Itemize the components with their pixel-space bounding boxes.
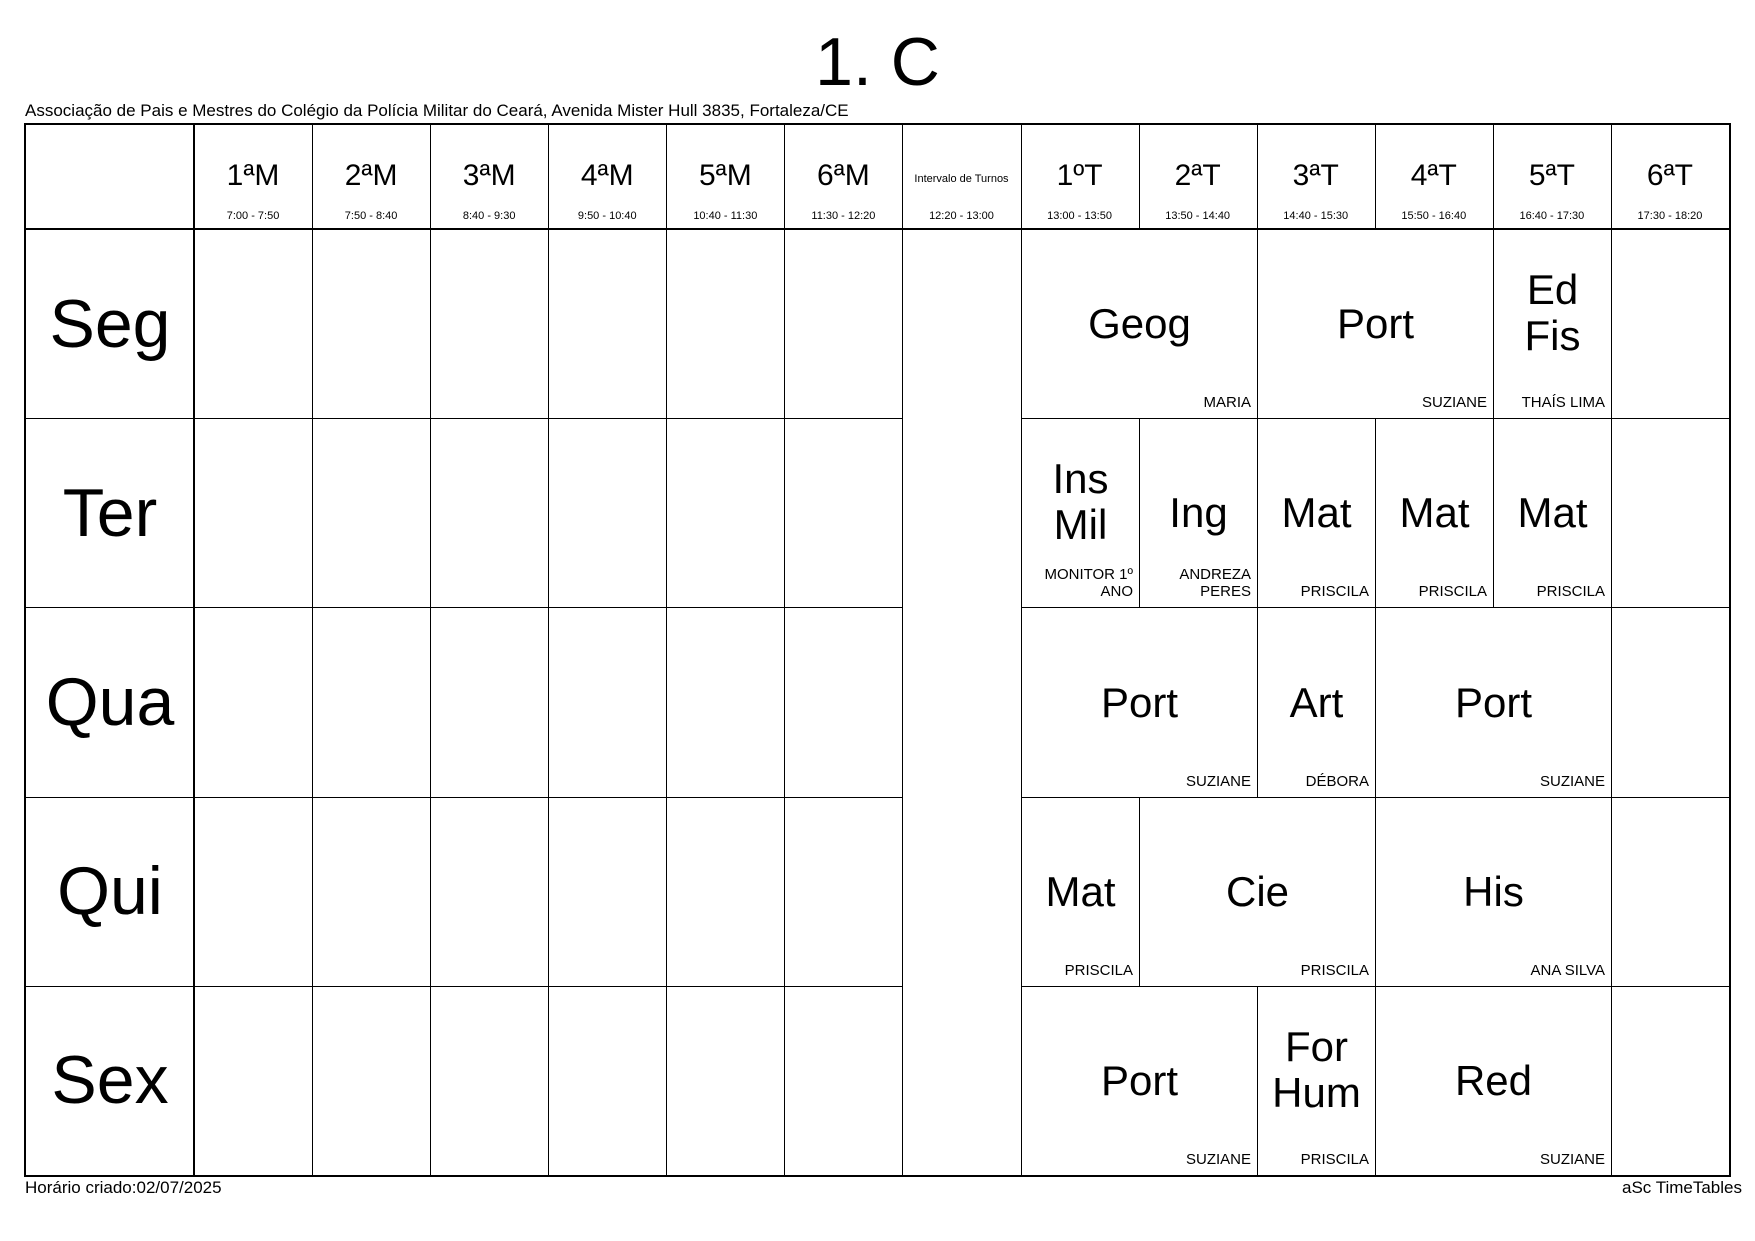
lesson-teacher: SUZIANE bbox=[1539, 773, 1605, 790]
lesson-card[interactable] bbox=[1376, 798, 1611, 986]
lesson-card[interactable] bbox=[1376, 419, 1493, 607]
grid-line bbox=[548, 125, 549, 1175]
period-name: 6ªT bbox=[1646, 159, 1694, 192]
lesson-teacher: MONITOR 1º ANO bbox=[1044, 566, 1133, 600]
period-header bbox=[1375, 125, 1493, 229]
lesson-teacher: PRISCILA bbox=[1064, 962, 1133, 979]
period-header bbox=[1493, 125, 1611, 229]
lesson-card[interactable] bbox=[1022, 608, 1257, 797]
lesson-teacher: PRISCILA bbox=[1418, 583, 1487, 600]
period-header bbox=[194, 125, 312, 229]
grid-line bbox=[430, 125, 431, 1175]
school-info: Associação de Pais e Mestres do Colégio da Polícia Militar do Ceará, Avenida Mister Hull 3835, Fortaleza/CE bbox=[25, 101, 849, 120]
period-header bbox=[1139, 125, 1257, 229]
period-name: 1ºT bbox=[1056, 159, 1103, 192]
grid-line bbox=[26, 797, 902, 798]
lesson-teacher: PRISCILA bbox=[1300, 583, 1369, 600]
day-cell bbox=[26, 607, 194, 796]
period-name: 4ªT bbox=[1410, 159, 1457, 192]
period-name: 5ªM bbox=[698, 159, 752, 192]
lesson-subject: Mat bbox=[1045, 868, 1116, 915]
day-label: Ter bbox=[62, 474, 158, 551]
created-date: Horário criado:02/07/2025 bbox=[25, 1178, 222, 1197]
period-time: 10:40 - 11:30 bbox=[693, 210, 758, 222]
lesson-card[interactable] bbox=[1376, 608, 1611, 797]
period-name: 1ªM bbox=[226, 159, 280, 192]
grid-line bbox=[26, 986, 902, 987]
grid-line bbox=[312, 125, 313, 1175]
lesson-subject: Art bbox=[1289, 678, 1344, 726]
lesson-card[interactable] bbox=[1140, 798, 1375, 986]
day-label: Sex bbox=[51, 1042, 169, 1119]
grid-line bbox=[784, 125, 785, 1175]
lesson-card[interactable] bbox=[1022, 419, 1139, 607]
period-name: 3ªM bbox=[462, 159, 516, 192]
grid-line bbox=[902, 125, 903, 1175]
lesson-card[interactable] bbox=[1494, 230, 1611, 418]
lesson-subject: Ed Fis bbox=[1524, 265, 1581, 359]
period-name: 5ªT bbox=[1528, 159, 1575, 192]
grid-line bbox=[193, 125, 195, 1175]
lesson-subject: Port bbox=[1336, 300, 1415, 347]
lesson-teacher: SUZIANE bbox=[1185, 773, 1251, 790]
software-credit: aSc TimeTables bbox=[1622, 1178, 1742, 1197]
lesson-card[interactable] bbox=[1258, 419, 1375, 607]
lesson-subject: Port bbox=[1100, 1057, 1179, 1104]
period-header bbox=[1257, 125, 1375, 229]
period-header bbox=[1611, 125, 1729, 229]
period-time: 8:40 - 9:30 bbox=[462, 210, 516, 222]
lesson-card[interactable] bbox=[1022, 798, 1139, 986]
page-title: 1. C bbox=[815, 24, 940, 100]
lesson-subject: Ing bbox=[1169, 489, 1228, 536]
period-name: 2ªM bbox=[344, 159, 398, 192]
grid-line bbox=[666, 125, 667, 1175]
lesson-subject: For Hum bbox=[1272, 1022, 1361, 1116]
lesson-card[interactable] bbox=[1258, 230, 1493, 418]
lesson-card[interactable] bbox=[1376, 987, 1611, 1175]
period-time: 14:40 - 15:30 bbox=[1283, 210, 1349, 222]
lesson-subject: Geog bbox=[1088, 300, 1191, 347]
timetable-grid bbox=[24, 123, 1731, 1177]
period-name: 2ªT bbox=[1174, 159, 1221, 192]
lesson-teacher: PRISCILA bbox=[1536, 583, 1605, 600]
period-name: 3ªT bbox=[1292, 159, 1339, 192]
lesson-subject: Mat bbox=[1281, 489, 1352, 536]
lesson-teacher: PRISCILA bbox=[1300, 962, 1369, 979]
lesson-subject: Red bbox=[1454, 1057, 1533, 1104]
lesson-card[interactable] bbox=[1494, 419, 1611, 607]
lesson-subject: Port bbox=[1454, 678, 1533, 726]
lesson-teacher: DÉBORA bbox=[1305, 773, 1369, 790]
period-time: 15:50 - 16:40 bbox=[1401, 210, 1467, 222]
day-cell bbox=[26, 418, 194, 607]
lesson-subject: Ins Mil bbox=[1052, 454, 1109, 548]
period-time: 17:30 - 18:20 bbox=[1637, 210, 1703, 222]
period-header bbox=[784, 125, 902, 229]
period-time: 13:00 - 13:50 bbox=[1047, 210, 1112, 222]
period-time: 7:50 - 8:40 bbox=[344, 210, 398, 222]
lesson-teacher: ANA SILVA bbox=[1530, 962, 1605, 979]
lesson-teacher: MARIA bbox=[1203, 394, 1251, 411]
period-time: 12:20 - 13:00 bbox=[929, 210, 994, 222]
grid-line bbox=[1611, 125, 1612, 1175]
day-label: Seg bbox=[49, 285, 171, 362]
lesson-teacher: SUZIANE bbox=[1421, 394, 1487, 411]
lesson-card[interactable] bbox=[1022, 230, 1257, 418]
lesson-subject: Port bbox=[1100, 678, 1179, 726]
lesson-card[interactable] bbox=[1258, 608, 1375, 797]
period-time: 16:40 - 17:30 bbox=[1519, 210, 1585, 222]
period-header bbox=[548, 125, 666, 229]
period-header bbox=[430, 125, 548, 229]
lesson-card[interactable] bbox=[1022, 987, 1257, 1175]
lesson-card[interactable] bbox=[1258, 987, 1375, 1175]
lesson-teacher: THAÍS LIMA bbox=[1521, 394, 1605, 411]
lesson-subject: Cie bbox=[1225, 868, 1290, 915]
day-label: Qui bbox=[57, 853, 163, 930]
grid-line bbox=[26, 418, 902, 419]
period-time: 13:50 - 14:40 bbox=[1165, 210, 1231, 222]
period-time: 9:50 - 10:40 bbox=[577, 210, 637, 222]
lesson-subject: Mat bbox=[1399, 489, 1470, 536]
period-time: 11:30 - 12:20 bbox=[811, 210, 876, 222]
day-cell bbox=[26, 986, 194, 1175]
day-cell bbox=[26, 229, 194, 418]
period-time: 7:00 - 7:50 bbox=[226, 210, 280, 222]
lesson-teacher: SUZIANE bbox=[1539, 1151, 1605, 1168]
lesson-subject: His bbox=[1463, 868, 1524, 915]
period-header bbox=[1021, 125, 1139, 229]
day-cell bbox=[26, 797, 194, 986]
lesson-teacher: ANDREZA PERES bbox=[1179, 566, 1251, 600]
period-header bbox=[902, 125, 1020, 229]
period-name: Intervalo de Turnos bbox=[914, 173, 1009, 185]
lesson-card[interactable] bbox=[1140, 419, 1257, 607]
lesson-subject: Mat bbox=[1517, 489, 1588, 536]
period-name: 4ªM bbox=[580, 159, 634, 192]
lesson-teacher: SUZIANE bbox=[1185, 1151, 1251, 1168]
lesson-teacher: PRISCILA bbox=[1300, 1151, 1369, 1168]
period-name: 6ªM bbox=[817, 159, 870, 192]
grid-line bbox=[26, 607, 902, 608]
day-label: Qua bbox=[45, 663, 175, 740]
period-header bbox=[312, 125, 430, 229]
period-header bbox=[666, 125, 784, 229]
